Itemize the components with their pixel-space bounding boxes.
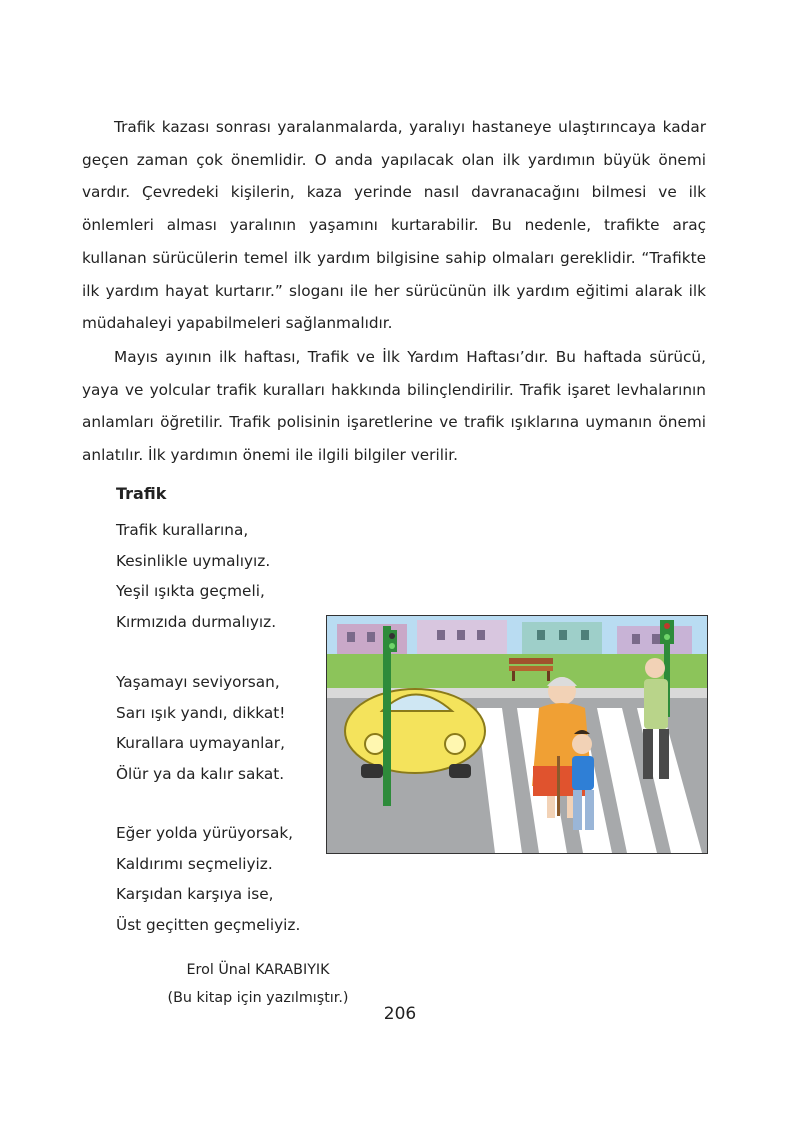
poem-line: Yeşil ışıkta geçmeli, [116, 582, 265, 600]
crosswalk-illustration [326, 615, 708, 854]
poem-line: Kaldırımı seçmeliyiz. [116, 854, 273, 873]
poem-line: Ölür ya da kalır sakat. [116, 764, 285, 783]
poem-line: Yaşamayı seviyorsan, [116, 673, 280, 691]
paragraph-traffic-week: Mayıs ayının ilk haftası, Trafik ve İlk Yardım Haftası’dır. Bu haftada sürücü, yaya ve yolcular trafik kuralları hakkında bilinçlendirilir. Trafik işaret levhalarının anlamları öğretilir. Trafik polisinin işaretlerine ve trafik ışıklarına uymanın önemi anlatılır. İlk yardımın önemi ile ilgili bilgiler verilir. [82, 348, 706, 465]
poem-line: Kurallara uymayanlar, [116, 734, 285, 752]
poem-line: Trafik kurallarına, [116, 521, 249, 539]
poem-line: Karşıdan karşıya ise, [116, 885, 274, 903]
poem-line: Kırmızıda durmalıyız. [116, 612, 277, 631]
poem-attribution [128, 956, 388, 1012]
poem-author: Erol Ünal KARABIYIK [186, 962, 330, 978]
poem-stanza-1 [116, 515, 276, 637]
paragraph-first-aid: Trafik kazası sonrası yaralanmalarda, yaralıyı hastaneye ulaştırıncaya kadar geçen zaman çok önemlidir. O anda yapılacak olan ilk yardımın büyük önemi vardır. Çevredeki kişilerin, kaza yerinde nasıl davranacağını bilmesi ve ilk önlemleri alması yaralının yaşamını kurtarabilir. Bu nedenle, trafikte araç kullanan sürücülerin temel ilk yardım bilgisine sahip olmaları gereklidir. “Trafikte ilk yardım hayat kurtarır.” sloganı ile her sürücünün ilk yardım eğitimi alarak ilk müdahaleyi yapabilmeleri sağlanmalıdır. [82, 118, 706, 333]
yellow-car [345, 689, 485, 778]
poem-stanza-3 [116, 818, 300, 940]
poem-line: Eğer yolda yürüyorsak, [116, 824, 294, 842]
poem-note: (Bu kitap için yazılmıştır.) [167, 990, 349, 1006]
poem-line: Kesinlikle uymalıyız. [116, 551, 271, 570]
page-number: 206 [383, 1004, 417, 1024]
poem-line: Sarı ışık yandı, dikkat! [116, 703, 286, 722]
poem-title: Trafik [116, 484, 167, 503]
poem-stanza-2 [116, 667, 285, 789]
poem-line: Üst geçitten geçmeliyiz. [116, 915, 301, 934]
